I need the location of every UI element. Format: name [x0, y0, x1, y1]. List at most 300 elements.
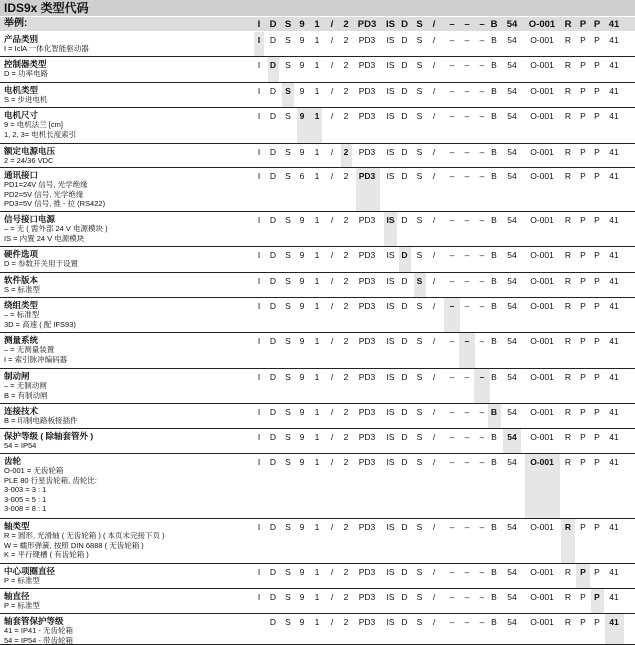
code-cell-shaft-type: R — [564, 567, 572, 577]
code-cell-size-1: 9 — [299, 617, 305, 627]
code-cell-size-1: 9 — [299, 86, 305, 96]
code-cell-separator-1: / — [330, 592, 334, 602]
code-cell-measuring-system: – — [464, 276, 470, 286]
code-cell-size-1: 9 — [299, 567, 305, 577]
code-cell-centering-collar: P — [580, 301, 586, 311]
code-cell-hardware-option: D — [401, 111, 408, 121]
code-cell-size-1: 9 — [299, 432, 305, 442]
code-cell-supply-voltage: 2 — [343, 592, 349, 602]
code-cell-size-1: 9 — [299, 60, 305, 70]
code-cell-brake: – — [479, 592, 485, 602]
code-cell-product-family: I — [257, 86, 261, 96]
code-cell-centering-collar: P — [580, 111, 586, 121]
option-line: 9 = 电机法兰 [cm] — [4, 120, 63, 129]
code-cell-shaft-protection: 41 — [609, 407, 619, 417]
code-cell-software-version: S — [416, 432, 423, 442]
code-cell-signal-supply: IS — [386, 407, 395, 417]
code-cell-size-1: 9 — [299, 19, 305, 30]
code-cell-shaft-diameter: P — [594, 276, 600, 286]
code-cell-motor-type: S — [285, 372, 291, 382]
code-cell-connection: B — [491, 457, 497, 467]
code-cell-connection: B — [491, 60, 497, 70]
code-cell-separator-1: / — [330, 457, 334, 467]
code-cell-size-1: 9 — [299, 111, 305, 121]
code-cell-shaft-protection: 41 — [609, 336, 619, 346]
code-cell-controller-type: D — [269, 147, 277, 157]
code-cell-motor-type: S — [285, 111, 291, 121]
code-cell-motor-type: S — [285, 336, 291, 346]
code-cell-interface: PD3 — [357, 19, 377, 30]
table-row — [0, 273, 635, 298]
option-line: B = 印制电路板接插件 — [4, 416, 78, 425]
code-cell-shaft-protection: 41 — [609, 567, 619, 577]
code-cell-controller-type: D — [269, 19, 277, 30]
code-cell-centering-collar: P — [580, 522, 586, 532]
code-cell-controller-type: D — [269, 301, 277, 311]
code-cell-measuring-system: – — [464, 372, 470, 382]
code-cell-signal-supply: IS — [386, 276, 395, 286]
code-cell-size-1: 9 — [299, 276, 305, 286]
option-line: PD1=24V 信号, 光学绝缘 — [4, 180, 88, 189]
code-cell-interface: PD3 — [358, 522, 376, 532]
code-cell-product-family: I — [257, 567, 261, 577]
code-cell-gearbox: O-001 — [530, 171, 554, 181]
code-cell-controller-type: D — [269, 35, 277, 45]
code-cell-shaft-diameter: P — [594, 60, 600, 70]
code-cell-interface: PD3 — [358, 407, 376, 417]
code-cell-centering-collar: P — [580, 432, 586, 442]
code-cell-shaft-protection: 41 — [609, 111, 619, 121]
code-cell-hardware-option: D — [401, 432, 408, 442]
code-cell-protection: 54 — [507, 35, 517, 45]
code-cell-shaft-type: R — [564, 35, 572, 45]
code-cell-product-family: I — [257, 147, 261, 157]
code-cell-signal-supply: IS — [386, 457, 395, 467]
code-cell-brake: – — [479, 111, 485, 121]
code-cell-interface: PD3 — [358, 432, 376, 442]
code-cell-controller-type: D — [269, 86, 277, 96]
code-cell-gearbox: O-001 — [530, 301, 554, 311]
code-cell-product-family: I — [257, 215, 261, 225]
code-cell-centering-collar: P — [580, 60, 586, 70]
option-line: – = 无 ( 需外部 24 V 电源模块 ) — [4, 224, 108, 233]
code-cell-software-version: S — [416, 457, 423, 467]
code-cell-controller-type: D — [269, 617, 277, 627]
code-cell-separator-2: / — [432, 147, 436, 157]
row-description — [4, 616, 244, 645]
code-cell-winding: – — [449, 60, 455, 70]
code-cell-hardware-option: D — [401, 617, 408, 627]
code-cell-separator-1: / — [330, 407, 334, 417]
code-cell-winding: – — [449, 111, 455, 121]
code-cell-interface: PD3 — [358, 617, 376, 627]
code-cell-winding: – — [449, 372, 455, 382]
code-cell-separator-2: / — [432, 407, 436, 417]
code-cell-interface: PD3 — [358, 171, 376, 181]
code-cell-size-2: 1 — [314, 592, 320, 602]
code-cell-protection: 54 — [507, 111, 517, 121]
code-cell-shaft-diameter: P — [594, 372, 600, 382]
code-cell-gearbox: O-001 — [530, 592, 554, 602]
code-cell-signal-supply: IS — [386, 301, 395, 311]
table-row — [0, 144, 635, 168]
code-cell-supply-voltage: 2 — [343, 19, 349, 30]
code-cell-size-2: 1 — [314, 276, 320, 286]
code-cell-shaft-protection: 41 — [609, 171, 619, 181]
code-cell-separator-1: / — [330, 147, 334, 157]
code-cell-size-2: 1 — [314, 86, 320, 96]
code-cell-brake: – — [479, 250, 485, 260]
code-cell-centering-collar: P — [580, 567, 586, 577]
code-cell-separator-1: / — [330, 35, 334, 45]
code-cell-software-version: S — [416, 111, 423, 121]
row-description — [4, 300, 244, 329]
code-cell-software-version: S — [416, 86, 423, 96]
option-line: I = 索引脉冲编码器 — [4, 354, 68, 364]
code-cell-winding: – — [449, 522, 455, 532]
code-cell-supply-voltage: 2 — [343, 407, 349, 417]
code-cell-shaft-type: R — [564, 432, 572, 442]
code-cell-hardware-option: D — [401, 276, 408, 286]
option-line: S = 标准型 — [4, 285, 41, 294]
code-cell-signal-supply: IS — [386, 19, 395, 30]
code-cell-winding: – — [449, 432, 455, 442]
option-line: P = 标准型 — [4, 601, 40, 610]
code-cell-separator-2: / — [432, 35, 436, 45]
code-cell-software-version: S — [416, 147, 423, 157]
code-cell-separator-1: / — [330, 432, 334, 442]
row-title: 通讯接口 — [4, 170, 39, 180]
code-cell-measuring-system: – — [464, 336, 470, 346]
code-cell-separator-2: / — [432, 215, 436, 225]
code-cell-shaft-type: R — [564, 60, 572, 70]
code-cell-centering-collar: P — [580, 592, 586, 602]
table-row — [0, 333, 635, 369]
row-description — [4, 566, 244, 586]
code-cell-software-version: S — [416, 19, 423, 30]
example-header-row — [0, 17, 635, 31]
code-cell-separator-2: / — [432, 372, 436, 382]
code-cell-separator-1: / — [330, 336, 334, 346]
option-line: – = 无测量装置 — [4, 345, 55, 354]
code-cell-signal-supply: IS — [386, 250, 395, 260]
code-cell-measuring-system: – — [464, 522, 470, 532]
table-row — [0, 404, 635, 429]
code-cell-interface: PD3 — [358, 147, 376, 157]
code-cell-protection: 54 — [507, 432, 517, 442]
code-cell-signal-supply: IS — [386, 432, 395, 442]
code-cell-shaft-protection: 41 — [609, 592, 619, 602]
row-description — [4, 371, 244, 400]
code-cell-size-1: 9 — [299, 407, 305, 417]
code-cell-hardware-option: D — [401, 86, 408, 96]
code-cell-shaft-type: R — [564, 19, 572, 30]
code-cell-controller-type: D — [269, 522, 277, 532]
code-cell-size-2: 1 — [314, 111, 320, 121]
code-cell-brake: – — [479, 432, 485, 442]
code-cell-size-2: 1 — [314, 617, 320, 627]
code-cell-measuring-system: – — [464, 35, 470, 45]
code-cell-motor-type: S — [285, 86, 291, 96]
code-cell-motor-type: S — [285, 301, 291, 311]
code-cell-separator-2: / — [432, 250, 436, 260]
code-cell-shaft-protection: 41 — [609, 276, 619, 286]
table-row — [0, 32, 635, 57]
code-cell-separator-2: / — [432, 171, 436, 181]
code-cell-shaft-type: R — [564, 171, 572, 181]
table-row — [0, 108, 635, 144]
code-cell-measuring-system: – — [464, 301, 470, 311]
row-title: 轴直径 — [4, 591, 30, 601]
code-cell-measuring-system: – — [464, 567, 470, 577]
code-cell-controller-type: D — [269, 60, 277, 70]
code-cell-shaft-type: R — [564, 86, 572, 96]
code-cell-size-1: 6 — [299, 171, 305, 181]
code-cell-protection: 54 — [507, 60, 517, 70]
code-cell-separator-2: / — [432, 592, 436, 602]
code-cell-interface: PD3 — [358, 592, 376, 602]
code-cell-hardware-option: D — [401, 301, 408, 311]
code-cell-software-version: S — [416, 522, 423, 532]
code-cell-centering-collar: P — [580, 276, 586, 286]
option-line: D = 参数开关用于设置 — [4, 259, 78, 268]
code-cell-brake: – — [479, 171, 485, 181]
option-line: 3D = 高速 ( 配 IFS93) — [4, 319, 76, 329]
option-line: 3-003 = 3 : 1 — [4, 485, 47, 494]
code-cell-protection: 54 — [506, 19, 518, 30]
option-line: 3-005 = 5 : 1 — [4, 494, 47, 504]
code-cell-supply-voltage: 2 — [343, 457, 349, 467]
code-cell-brake: – — [479, 567, 485, 577]
code-cell-supply-voltage: 2 — [343, 276, 349, 286]
code-cell-supply-voltage: 2 — [343, 301, 349, 311]
code-cell-software-version: S — [416, 60, 423, 70]
code-cell-shaft-protection: 41 — [609, 372, 619, 382]
code-cell-shaft-protection: 41 — [609, 215, 619, 225]
row-description — [4, 214, 244, 243]
option-line: 1, 2, 3= 电机长度索引 — [4, 129, 77, 139]
code-cell-motor-type: S — [285, 432, 291, 442]
code-cell-interface: PD3 — [358, 301, 376, 311]
code-cell-software-version: S — [416, 407, 423, 417]
row-title: 硬件选项 — [4, 249, 39, 259]
code-cell-interface: PD3 — [358, 250, 376, 260]
code-cell-shaft-diameter: P — [594, 215, 600, 225]
code-cell-hardware-option: D — [401, 457, 408, 467]
table-row — [0, 247, 635, 273]
row-description — [4, 431, 244, 451]
code-cell-size-2: 1 — [314, 432, 320, 442]
code-cell-winding: – — [449, 250, 455, 260]
code-cell-motor-type: S — [285, 276, 291, 286]
code-cell-gearbox: O-001 — [530, 60, 554, 70]
row-description — [4, 170, 244, 209]
code-cell-measuring-system: – — [464, 617, 470, 627]
code-cell-product-family: I — [257, 432, 261, 442]
code-cell-gearbox: O-001 — [530, 432, 554, 442]
code-cell-signal-supply: IS — [386, 336, 395, 346]
code-cell-interface: PD3 — [358, 86, 376, 96]
code-cell-size-2: 1 — [314, 35, 320, 45]
code-cell-centering-collar: P — [580, 336, 586, 346]
code-cell-motor-type: S — [285, 60, 291, 70]
code-cell-motor-type: S — [284, 19, 292, 30]
code-cell-shaft-diameter: P — [594, 147, 600, 157]
code-cell-brake: – — [479, 522, 485, 532]
row-description — [4, 34, 244, 54]
code-cell-software-version: S — [416, 336, 423, 346]
table-row — [0, 564, 635, 589]
code-cell-protection: 54 — [507, 215, 517, 225]
code-cell-controller-type: D — [269, 250, 277, 260]
code-cell-brake: – — [479, 86, 485, 96]
code-cell-controller-type: D — [269, 215, 277, 225]
code-cell-separator-1: / — [330, 19, 334, 30]
code-cell-software-version: S — [416, 301, 423, 311]
code-cell-shaft-protection: 41 — [609, 617, 619, 627]
row-title: 中心项圈直径 — [4, 566, 56, 576]
code-cell-protection: 54 — [507, 522, 517, 532]
code-cell-shaft-diameter: P — [594, 522, 600, 532]
code-cell-shaft-diameter: P — [594, 111, 600, 121]
row-description — [4, 249, 244, 269]
code-cell-software-version: S — [416, 372, 423, 382]
code-cell-interface: PD3 — [358, 457, 376, 467]
code-cell-interface: PD3 — [358, 60, 376, 70]
code-cell-product-family: I — [257, 522, 261, 532]
code-cell-shaft-protection: 41 — [609, 432, 619, 442]
table-row — [0, 429, 635, 454]
option-line: IS = 内置 24 V 电源模块 — [4, 233, 85, 243]
code-cell-shaft-diameter: P — [594, 407, 600, 417]
option-line: D = 功率电路 — [4, 69, 48, 78]
code-cell-interface: PD3 — [358, 336, 376, 346]
code-cell-product-family: I — [257, 19, 261, 30]
code-cell-gearbox: O-001 — [530, 617, 554, 627]
option-line: PD3=5V 信号, 推 - 拉 (RS422) — [4, 199, 106, 208]
code-cell-supply-voltage: 2 — [343, 86, 349, 96]
code-cell-connection: B — [491, 86, 497, 96]
code-cell-product-family: I — [257, 301, 261, 311]
code-cell-shaft-type: R — [564, 301, 572, 311]
code-cell-shaft-protection: 41 — [609, 147, 619, 157]
code-cell-size-2: 1 — [314, 336, 320, 346]
code-cell-size-2: 1 — [314, 457, 320, 467]
code-cell-shaft-protection: 41 — [609, 301, 619, 311]
code-cell-motor-type: S — [285, 250, 291, 260]
code-cell-centering-collar: P — [580, 372, 586, 382]
code-cell-controller-type: D — [269, 111, 277, 121]
code-cell-centering-collar: P — [580, 407, 586, 417]
code-cell-size-2: 1 — [314, 147, 320, 157]
table-row — [0, 454, 635, 519]
code-cell-gearbox: O-001 — [530, 35, 554, 45]
code-cell-shaft-type: R — [564, 336, 572, 346]
code-cell-shaft-diameter: P — [594, 457, 600, 467]
code-cell-motor-type: S — [285, 457, 291, 467]
code-cell-gearbox: O-001 — [530, 147, 554, 157]
row-description — [4, 406, 244, 426]
code-cell-winding: – — [449, 276, 455, 286]
code-cell-connection: B — [491, 372, 497, 382]
code-cell-connection: B — [491, 592, 497, 602]
code-cell-supply-voltage: 2 — [343, 215, 349, 225]
code-cell-measuring-system: – — [464, 250, 470, 260]
table-row — [0, 168, 635, 212]
code-cell-shaft-diameter: P — [594, 301, 600, 311]
page-title: IDS9x 类型代码 — [0, 0, 635, 16]
code-cell-hardware-option: D — [401, 407, 408, 417]
code-cell-measuring-system: – — [464, 592, 470, 602]
code-cell-gearbox: O-001 — [530, 86, 554, 96]
code-cell-software-version: S — [416, 567, 423, 577]
code-cell-separator-1: / — [330, 86, 334, 96]
code-cell-product-family: I — [257, 372, 261, 382]
row-description — [4, 59, 244, 79]
code-cell-centering-collar: P — [580, 35, 586, 45]
code-cell-motor-type: S — [285, 592, 291, 602]
code-cell-connection: B — [490, 19, 498, 30]
code-cell-shaft-type: R — [564, 147, 572, 157]
code-cell-separator-2: / — [432, 19, 436, 30]
code-cell-gearbox: O-001 — [530, 522, 554, 532]
code-cell-hardware-option: D — [401, 171, 408, 181]
row-title: 轴类型 — [4, 521, 30, 531]
code-cell-interface: PD3 — [358, 111, 376, 121]
code-cell-motor-type: S — [285, 567, 291, 577]
code-cell-separator-1: / — [330, 60, 334, 70]
code-cell-protection: 54 — [507, 567, 517, 577]
code-cell-winding: – — [449, 407, 455, 417]
code-cell-gearbox: O-001 — [530, 276, 554, 286]
code-cell-protection: 54 — [507, 86, 517, 96]
code-cell-motor-type: S — [285, 35, 291, 45]
row-title: 绕组类型 — [4, 300, 39, 310]
code-cell-controller-type: D — [269, 372, 277, 382]
code-cell-size-2: 1 — [314, 60, 320, 70]
code-cell-signal-supply: IS — [386, 592, 395, 602]
code-cell-product-family: I — [257, 276, 261, 286]
code-cell-hardware-option: D — [401, 147, 408, 157]
code-cell-centering-collar: P — [580, 171, 586, 181]
option-line: I = IclA 一体化智能驱动器 — [4, 44, 89, 53]
code-cell-brake: – — [479, 215, 485, 225]
code-cell-separator-2: / — [432, 617, 436, 627]
code-cell-connection: B — [491, 111, 497, 121]
code-cell-winding: – — [449, 147, 455, 157]
code-cell-measuring-system: – — [464, 19, 470, 30]
code-cell-supply-voltage: 2 — [343, 336, 349, 346]
row-description — [4, 85, 244, 105]
code-cell-winding: – — [449, 215, 455, 225]
code-cell-hardware-option: D — [401, 522, 408, 532]
code-cell-hardware-option: D — [401, 372, 408, 382]
code-cell-brake: – — [479, 19, 485, 30]
row-title: 信号接口电源 — [4, 214, 56, 224]
code-cell-measuring-system: – — [464, 86, 470, 96]
code-cell-size-2: 1 — [314, 171, 320, 181]
code-cell-separator-2: / — [432, 111, 436, 121]
row-title: 保护等级 ( 除轴套管外 ) — [4, 431, 94, 441]
code-cell-shaft-diameter: P — [594, 171, 600, 181]
code-cell-size-1: 9 — [299, 301, 305, 311]
example-label: 举例: — [4, 18, 28, 29]
code-cell-separator-2: / — [432, 276, 436, 286]
code-cell-connection: B — [491, 617, 497, 627]
code-cell-protection: 54 — [507, 407, 517, 417]
code-cell-interface: PD3 — [358, 35, 376, 45]
code-cell-motor-type: S — [285, 215, 291, 225]
